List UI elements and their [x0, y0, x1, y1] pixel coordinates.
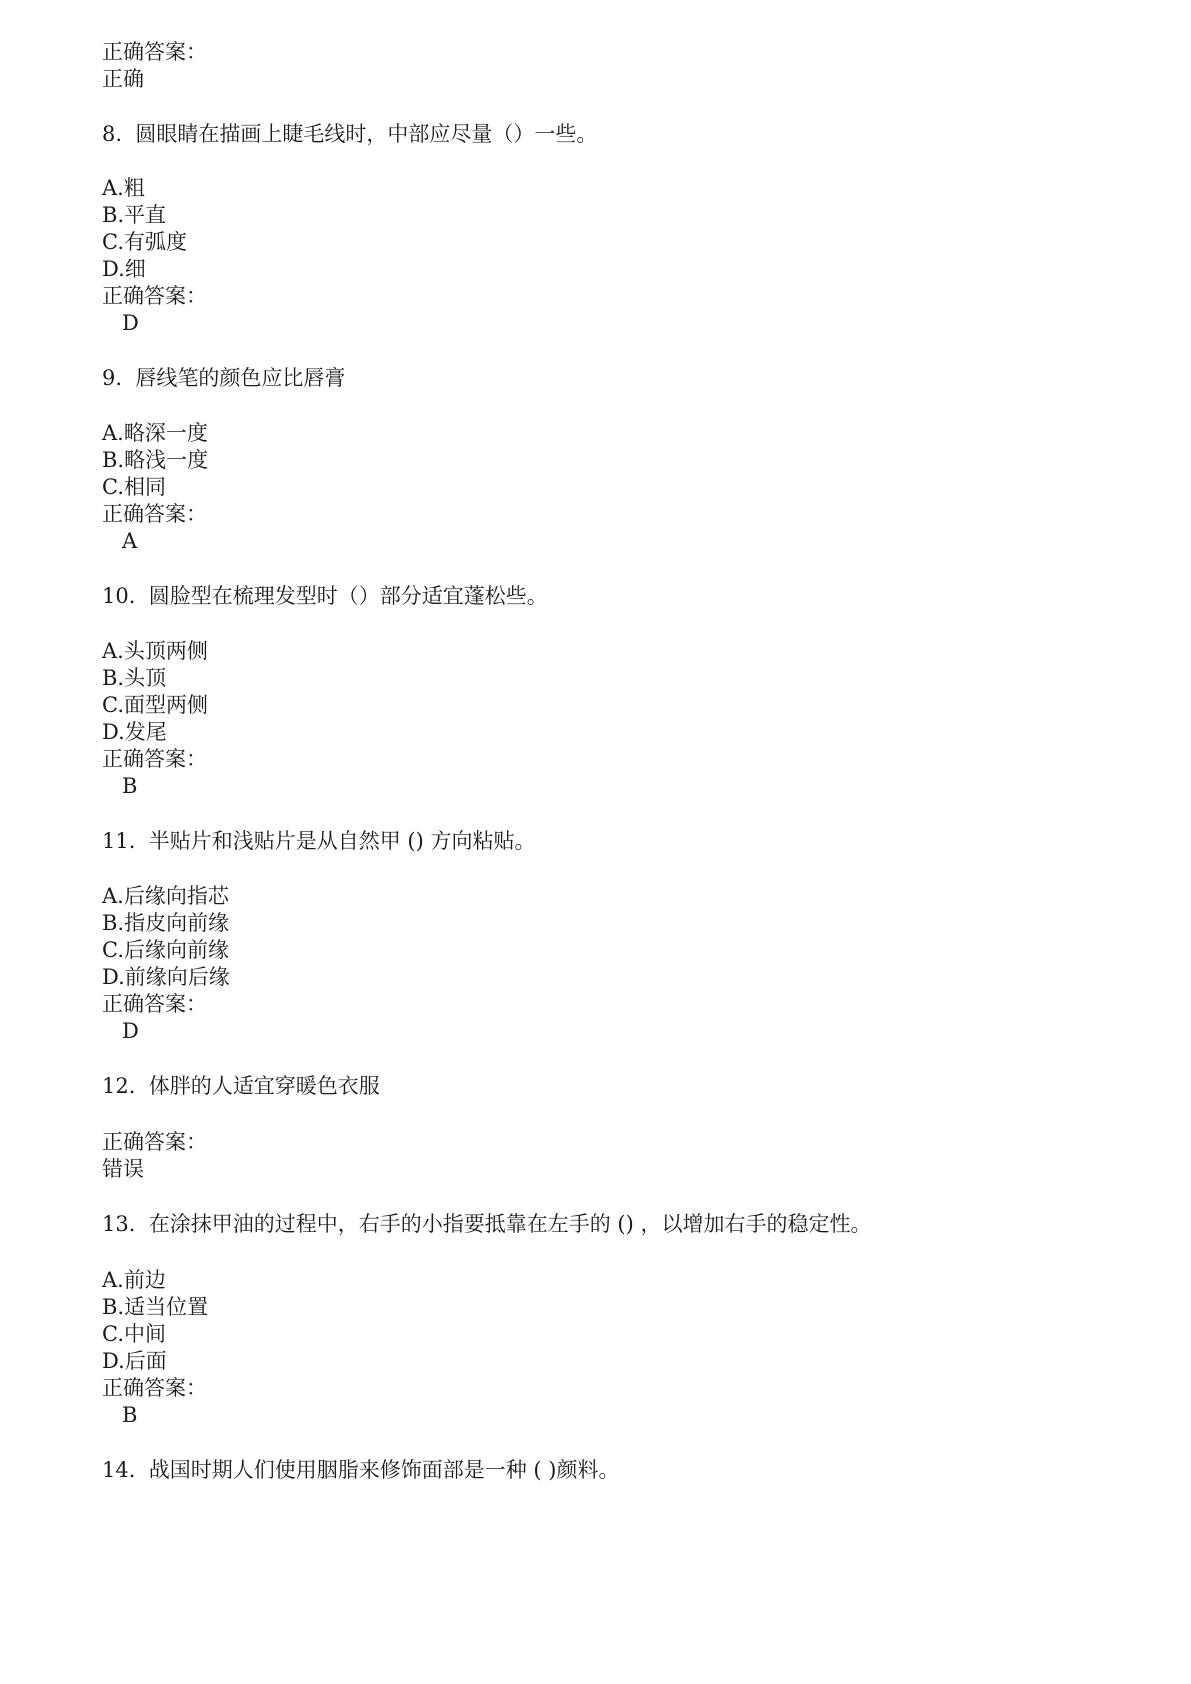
answer-label: 正确答案： [102, 992, 207, 1016]
answer-value: D [122, 311, 139, 335]
question-12: 12. 体胖的人适宜穿暖色衣服 [102, 1074, 380, 1098]
question-11: 11. 半贴片和浅贴片是从自然甲 () 方向粘贴。 [102, 829, 536, 853]
answer-value: B [122, 1403, 138, 1427]
option-b: B.平直 [102, 203, 167, 227]
answer-label: 正确答案： [102, 502, 207, 526]
option-d: D.后面 [102, 1349, 167, 1373]
option-c: C.面型两侧 [102, 693, 208, 717]
option-b: B.头顶 [102, 666, 167, 690]
option-d: D.前缘向后缘 [102, 965, 230, 989]
option-a: A.前边 [102, 1268, 166, 1292]
option-b: B.指皮向前缘 [102, 911, 230, 935]
option-a: A.头顶两侧 [102, 639, 208, 663]
option-d: D.发尾 [102, 720, 167, 744]
option-a: A.略深一度 [102, 421, 208, 445]
answer-label: 正确答案： [102, 747, 207, 771]
question-13: 13. 在涂抹甲油的过程中，右手的小指要抵靠在左手的 () ，以增加右手的稳定性。 [102, 1212, 872, 1236]
question-9: 9. 唇线笔的颜色应比唇膏 [102, 366, 346, 390]
answer-value: 正确 [102, 67, 144, 91]
option-d: D.细 [102, 257, 146, 281]
option-a: A.后缘向指芯 [102, 884, 229, 908]
answer-label: 正确答案： [102, 284, 207, 308]
option-a: A.粗 [102, 176, 145, 200]
option-c: C.有弧度 [102, 230, 187, 254]
option-c: C.相同 [102, 475, 166, 499]
answer-value: A [122, 529, 138, 553]
answer-value: 错误 [102, 1157, 144, 1181]
option-c: C.后缘向前缘 [102, 938, 229, 962]
answer-value: B [122, 774, 138, 798]
question-8: 8. 圆眼睛在描画上睫毛线时，中部应尽量（）一些。 [102, 122, 598, 146]
option-b: B.适当位置 [102, 1295, 209, 1319]
question-14: 14. 战国时期人们使用胭脂来修饰面部是一种 ( )颜料。 [102, 1458, 620, 1482]
option-b: B.略浅一度 [102, 448, 209, 472]
answer-label: 正确答案： [102, 40, 207, 64]
option-c: C.中间 [102, 1322, 166, 1346]
answer-label: 正确答案： [102, 1376, 207, 1400]
answer-label: 正确答案： [102, 1130, 207, 1154]
question-10: 10. 圆脸型在梳理发型时（）部分适宜蓬松些。 [102, 584, 548, 608]
answer-value: D [122, 1019, 139, 1043]
